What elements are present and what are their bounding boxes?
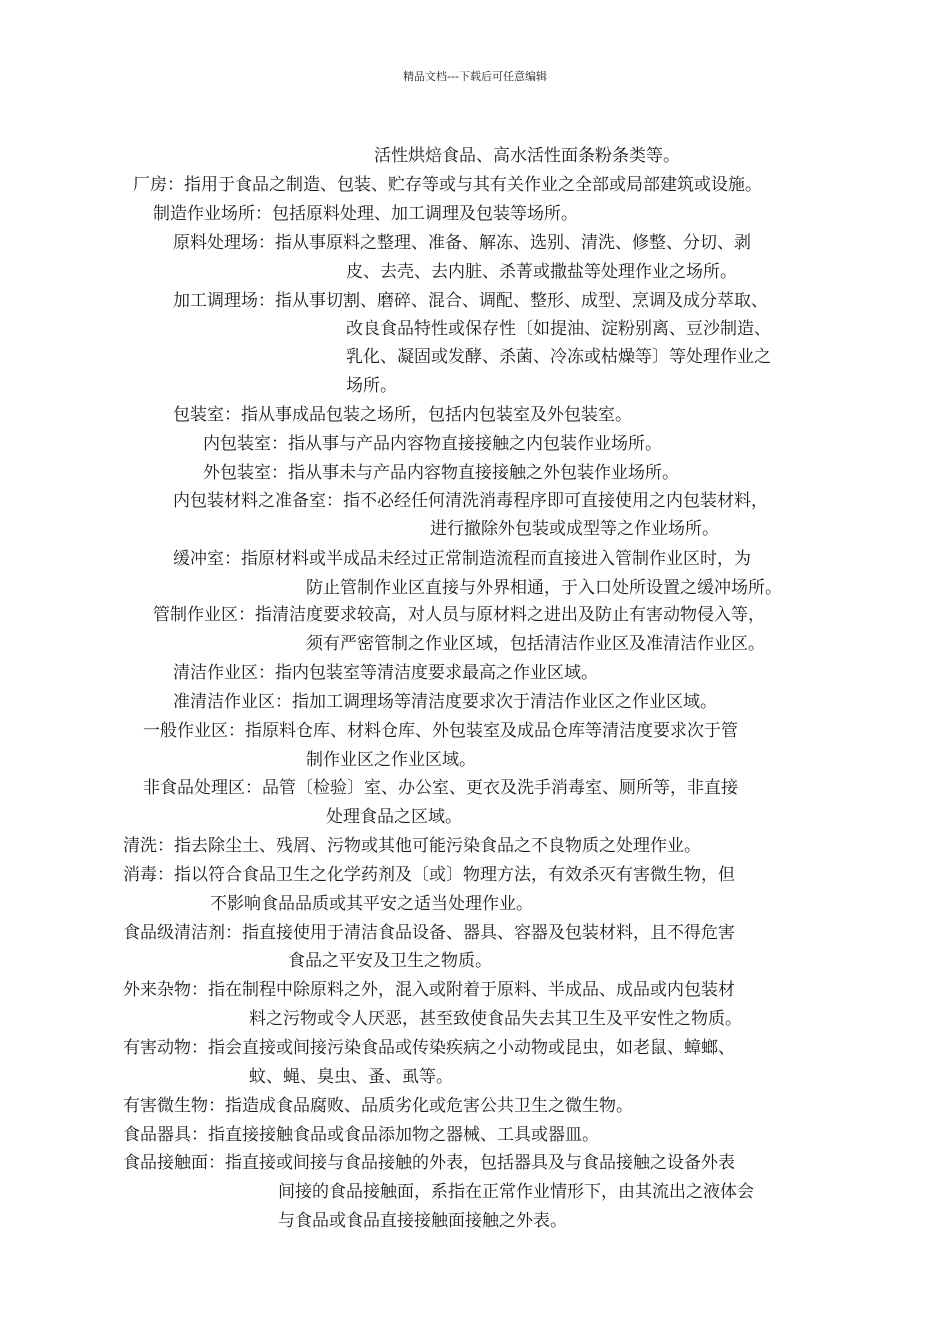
text-line: 一般作业区：指原料仓库、材料仓库、外包装室及成品仓库等清洁度要求次于管 xyxy=(143,721,738,741)
text-line: 间接的食品接触面，系指在正常作业情形下，由其流出之液体会 xyxy=(278,1182,754,1202)
text-line: 管制作业区：指清洁度要求较高，对人员与原材料之进出及防止有害动物侵入等， xyxy=(153,605,765,625)
text-line: 外来杂物：指在制程中除原料之外，混入或附着于原料、半成品、成品或内包装材 xyxy=(123,980,735,1000)
text-line: 须有严密管制之作业区域，包括清洁作业区及准清洁作业区。 xyxy=(306,634,765,654)
text-line: 原料处理场：指从事原料之整理、准备、解冻、选别、清洗、修整、分切、剥 xyxy=(173,233,751,253)
text-line: 与食品或食品直接接触面接触之外表。 xyxy=(278,1211,567,1231)
text-line: 食品器具：指直接接触食品或食品添加物之器械、工具或器皿。 xyxy=(123,1125,599,1145)
text-line: 缓冲室：指原材料或半成品未经过正常制造流程而直接进入管制作业区时，为 xyxy=(173,549,751,569)
text-line: 活性烘焙食品、高水活性面条粉条类等。 xyxy=(374,146,680,166)
text-line: 内包装室：指从事与产品内容物直接接触之内包装作业场所。 xyxy=(203,434,662,454)
text-line: 食品接触面：指直接或间接与食品接触的外表，包括器具及与食品接触之设备外表 xyxy=(123,1153,735,1173)
text-line: 蚊、蝇、臭虫、蚤、虱等。 xyxy=(249,1067,453,1087)
text-line: 乳化、凝固或发酵、杀菌、冷冻或枯燥等〕等处理作业之 xyxy=(346,347,771,367)
text-line: 场所。 xyxy=(346,376,397,396)
text-line: 消毒：指以符合食品卫生之化学药剂及〔或〕物理方法，有效杀灭有害微生物，但 xyxy=(123,865,735,885)
text-line: 制作业区之作业区域。 xyxy=(306,750,476,770)
text-line: 皮、去壳、去内脏、杀菁或撒盐等处理作业之场所。 xyxy=(346,262,737,282)
text-line: 进行撤除外包装或成型等之作业场所。 xyxy=(430,519,719,539)
text-line: 制造作业场所：包括原料处理、加工调理及包装等场所。 xyxy=(153,204,578,224)
text-line: 食品之平安及卫生之物质。 xyxy=(288,951,492,971)
text-line: 厂房：指用于食品之制造、包装、贮存等或与其有关作业之全部或局部建筑或设施。 xyxy=(133,175,762,195)
text-line: 清洗：指去除尘土、残屑、污物或其他可能污染食品之不良物质之处理作业。 xyxy=(123,836,701,856)
text-line: 加工调理场：指从事切割、磨碎、混合、调配、整形、成型、烹调及成分萃取、 xyxy=(173,291,768,311)
text-line: 防止管制作业区直接与外界相通，于入口处所设置之缓冲场所。 xyxy=(306,578,782,598)
text-line: 清洁作业区：指内包装室等清洁度要求最高之作业区域。 xyxy=(173,663,598,683)
text-line: 非食品处理区：品管〔检验〕室、办公室、更衣及洗手消毒室、厕所等，非直接 xyxy=(143,778,738,798)
text-line: 准清洁作业区：指加工调理场等清洁度要求次于清洁作业区之作业区域。 xyxy=(173,692,717,712)
text-line: 有害微生物：指造成食品腐败、品质劣化或危害公共卫生之微生物。 xyxy=(123,1096,633,1116)
text-line: 外包装室：指从事未与产品内容物直接接触之外包装作业场所。 xyxy=(203,463,679,483)
text-line: 有害动物：指会直接或间接污染食品或传染疾病之小动物或昆虫，如老鼠、蟑螂、 xyxy=(123,1038,735,1058)
text-line: 处理食品之区域。 xyxy=(326,807,462,827)
text-line: 内包装材料之准备室：指不必经任何清洗消毒程序即可直接使用之内包装材料， xyxy=(173,491,768,511)
text-line: 料之污物或令人厌恶，甚至致使食品失去其卫生及平安性之物质。 xyxy=(249,1009,742,1029)
text-line: 不影响食品品质或其平安之适当处理作业。 xyxy=(210,894,533,914)
text-line: 食品级清洁剂：指直接使用于清洁食品设备、器具、容器及包装材料，且不得危害 xyxy=(123,923,735,943)
page-header: 精品文档---下载后可任意编辑 xyxy=(403,70,547,83)
text-line: 改良食品特性或保存性〔如提油、淀粉别离、豆沙制造、 xyxy=(346,319,771,339)
text-line: 包装室：指从事成品包装之场所，包括内包装室及外包装室。 xyxy=(173,405,632,425)
